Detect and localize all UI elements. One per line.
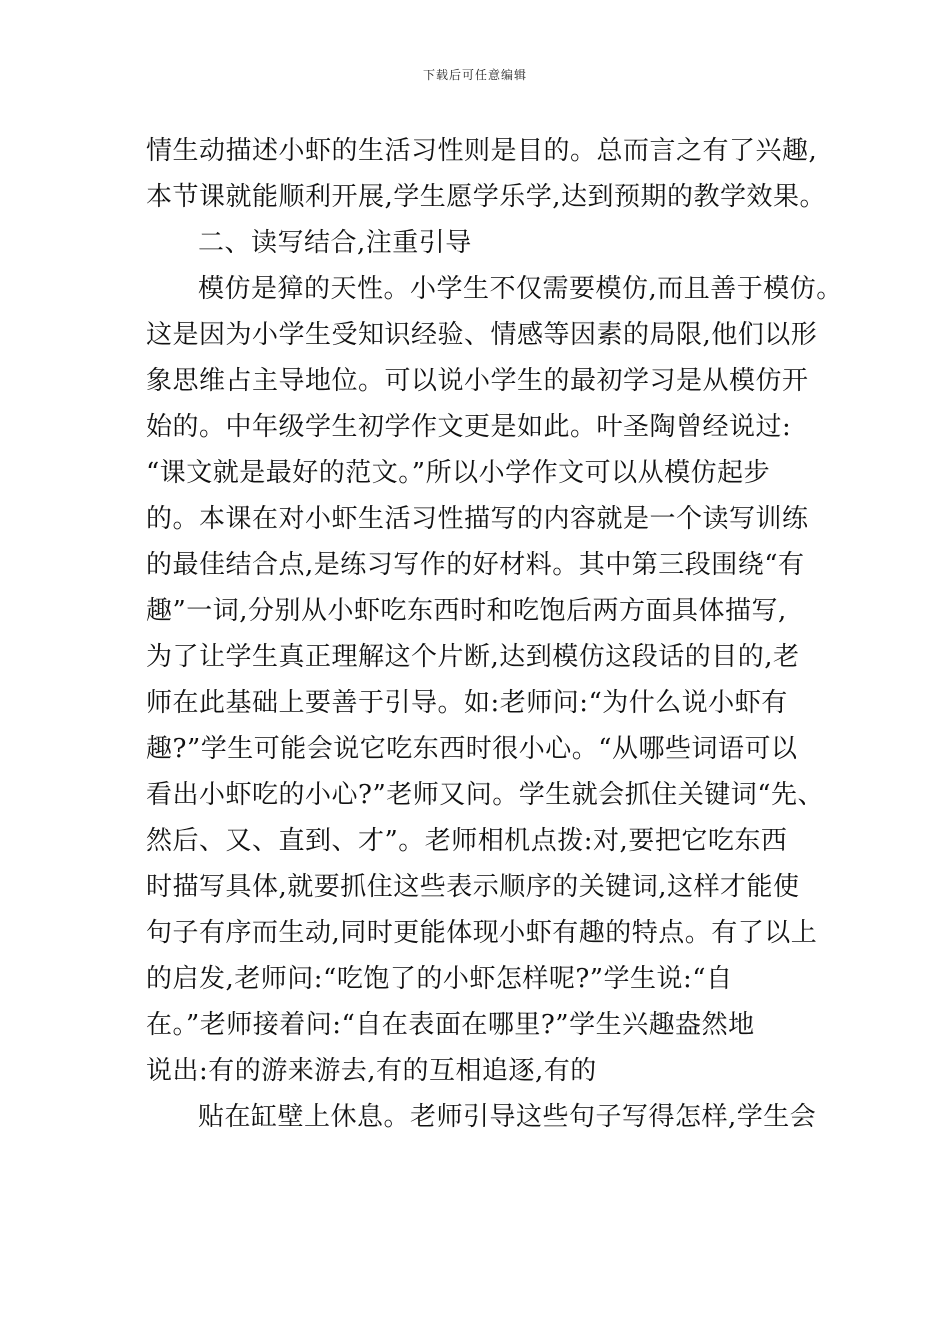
document-body: [146, 128, 843, 1140]
text-line: “课文就是最好的范文。”所以小学作文可以从模仿起步: [146, 458, 771, 488]
section-heading: 二、读写结合,注重引导: [198, 228, 472, 258]
text-line: 象思维占主导地位。可以说小学生的最初学习是从模仿开: [146, 366, 809, 396]
text-line: 情生动描述小虾的生活习性则是目的。总而言之有了兴趣,: [146, 136, 818, 166]
text-line: 句子有序而生动,同时更能体现小虾有趣的特点。有了以上: [146, 918, 818, 948]
text-line: 时描写具体,就要抓住这些表示顺序的关键词,这样才能使: [146, 872, 800, 902]
text-line: 说出:有的游来游去,有的互相追逐,有的: [146, 1056, 597, 1086]
text-line: 这是因为小学生受知识经验、情感等因素的局限,他们以形: [146, 320, 818, 350]
text-line: 始的。中年级学生初学作文更是如此。叶圣陶曾经说过:: [146, 412, 792, 442]
paragraph-start: 模仿是獐的天性。小学生不仅需要模仿,而且善于模仿。: [198, 274, 843, 304]
text-line: 看出小虾吃的小心?”老师又问。学生就会抓住关键词“先、: [146, 780, 825, 810]
text-line: 然后、又、直到、才”。老师相机点拨:对,要把它吃东西: [146, 826, 788, 856]
text-line: 师在此基础上要善于引导。如:老师问:“为什么说小虾有: [146, 688, 788, 718]
text-line: 在。”老师接着问:“自在表面在哪里?”学生兴趣盎然地: [146, 1010, 755, 1040]
text-line: 趣?”学生可能会说它吃东西时很小心。“从哪些词语可以: [146, 734, 798, 764]
text-line: 为了让学生真正理解这个片断,达到模仿这段话的目的,老: [146, 642, 800, 672]
text-line: 本节课就能顺利开展,学生愿学乐学,达到预期的教学效果。: [146, 182, 827, 212]
paragraph-start: 贴在缸壁上休息。老师引导这些句子写得怎样,学生会: [198, 1102, 817, 1132]
text-line: 的最佳结合点,是练习写作的好材料。其中第三段围绕“有: [146, 550, 805, 580]
text-line: 的。本课在对小虾生活习性描写的内容就是一个读写训练: [146, 504, 809, 534]
text-line: 的启发,老师问:“吃饱了的小虾怎样呢?”学生说:“自: [146, 964, 733, 994]
page-header: 下载后可任意编辑: [422, 68, 527, 82]
text-line: 趣”一词,分别从小虾吃东西时和吃饱后两方面具体描写,: [146, 596, 787, 626]
